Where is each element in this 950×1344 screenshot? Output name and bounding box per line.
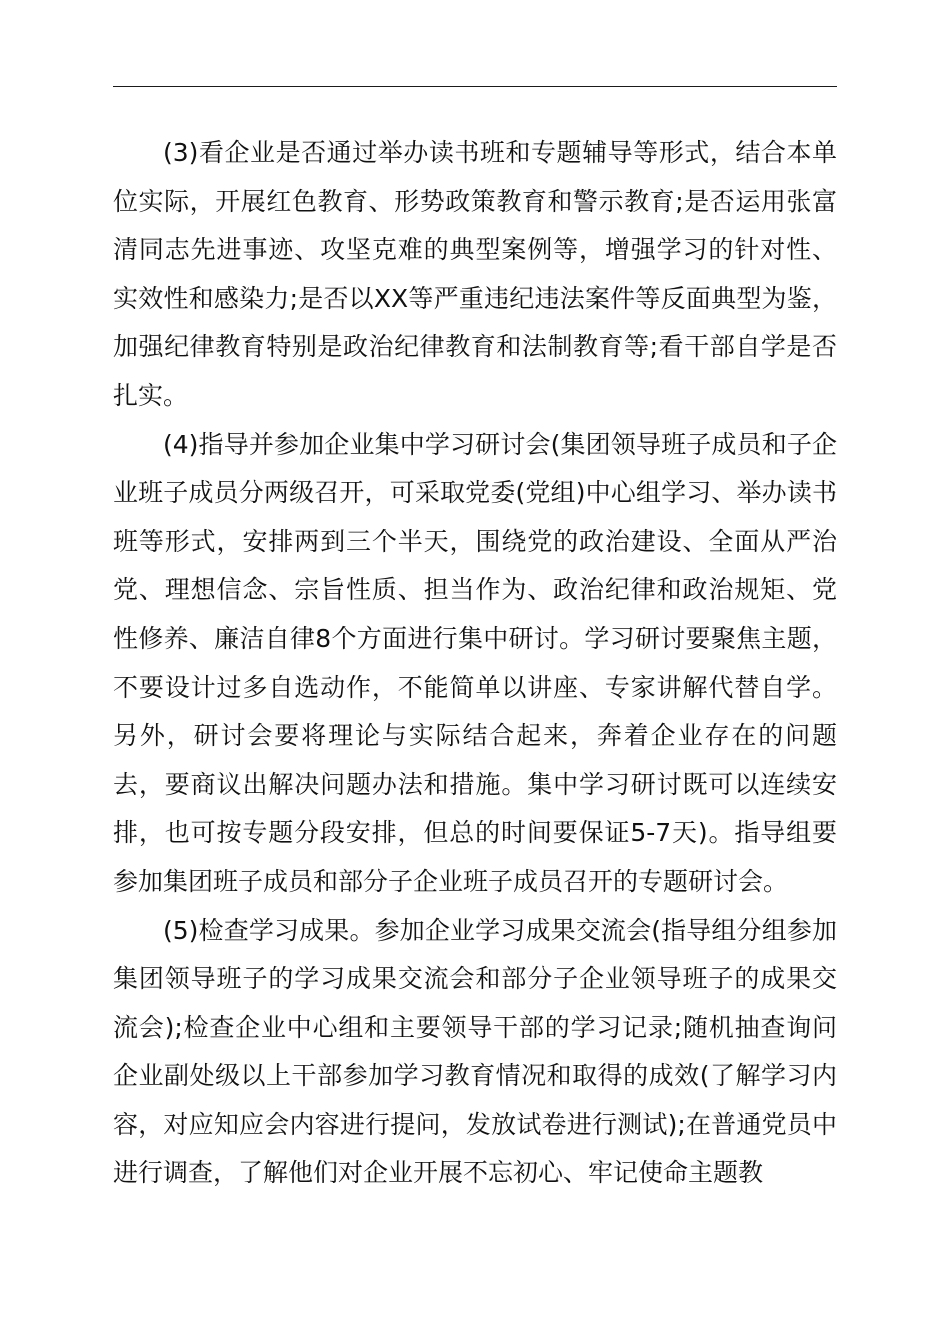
paragraph-4: (4)指导并参加企业集中学习研讨会(集团领导班子成员和子企业班子成员分两级召开，可采取党委(党组)中心组学习、举办读书班等形式，安排两到三个半天，围绕党的政治建设、全面从严治党、理想信念、宗旨性质、担当作为、政治纪律和政治规矩、党性修养、廉洁自律8个方面进行集中研讨。学习研讨要聚焦主题，不要设计过多自选动作，不能简单以讲座、专家讲解代替自学。另外，研讨会要将理论与实际结合起来，奔着企业存在的问题去，要商议出解决问题办法和措施。集中学习研讨既可以连续安排，也可按专题分段安排，但总的时间要保证5-7天)。指导组要参加集团班子成员和部分子企业班子成员召开的专题研讨会。 (113, 429, 837, 896)
paragraph-5: (5)检查学习成果。参加企业学习成果交流会(指导组分组参加集团领导班子的学习成果交流会和部分子企业领导班子的成果交流会);检查企业中心组和主要领导干部的学习记录;随机抽查询问企业副处级以上干部参加学习教育情况和取得的成效(了解学习内容，对应知应会内容进行提问，发放试卷进行测试);在普通党员中进行调查，了解他们对企业开展不忘初心、牢记使命主题教 (113, 915, 837, 1188)
header-rule (113, 86, 837, 87)
paragraph-3: (3)看企业是否通过举办读书班和专题辅导等形式，结合本单位实际，开展红色教育、形势政策教育和警示教育;是否运用张富清同志先进事迹、攻坚克难的典型案例等，增强学习的针对性、实效性和感染力;是否以XX等严重违纪违法案件等反面典型为鉴，加强纪律教育特别是政治纪律教育和法制教育等;看干部自学是否扎实。 (113, 138, 837, 410)
document-body (113, 129, 837, 1198)
